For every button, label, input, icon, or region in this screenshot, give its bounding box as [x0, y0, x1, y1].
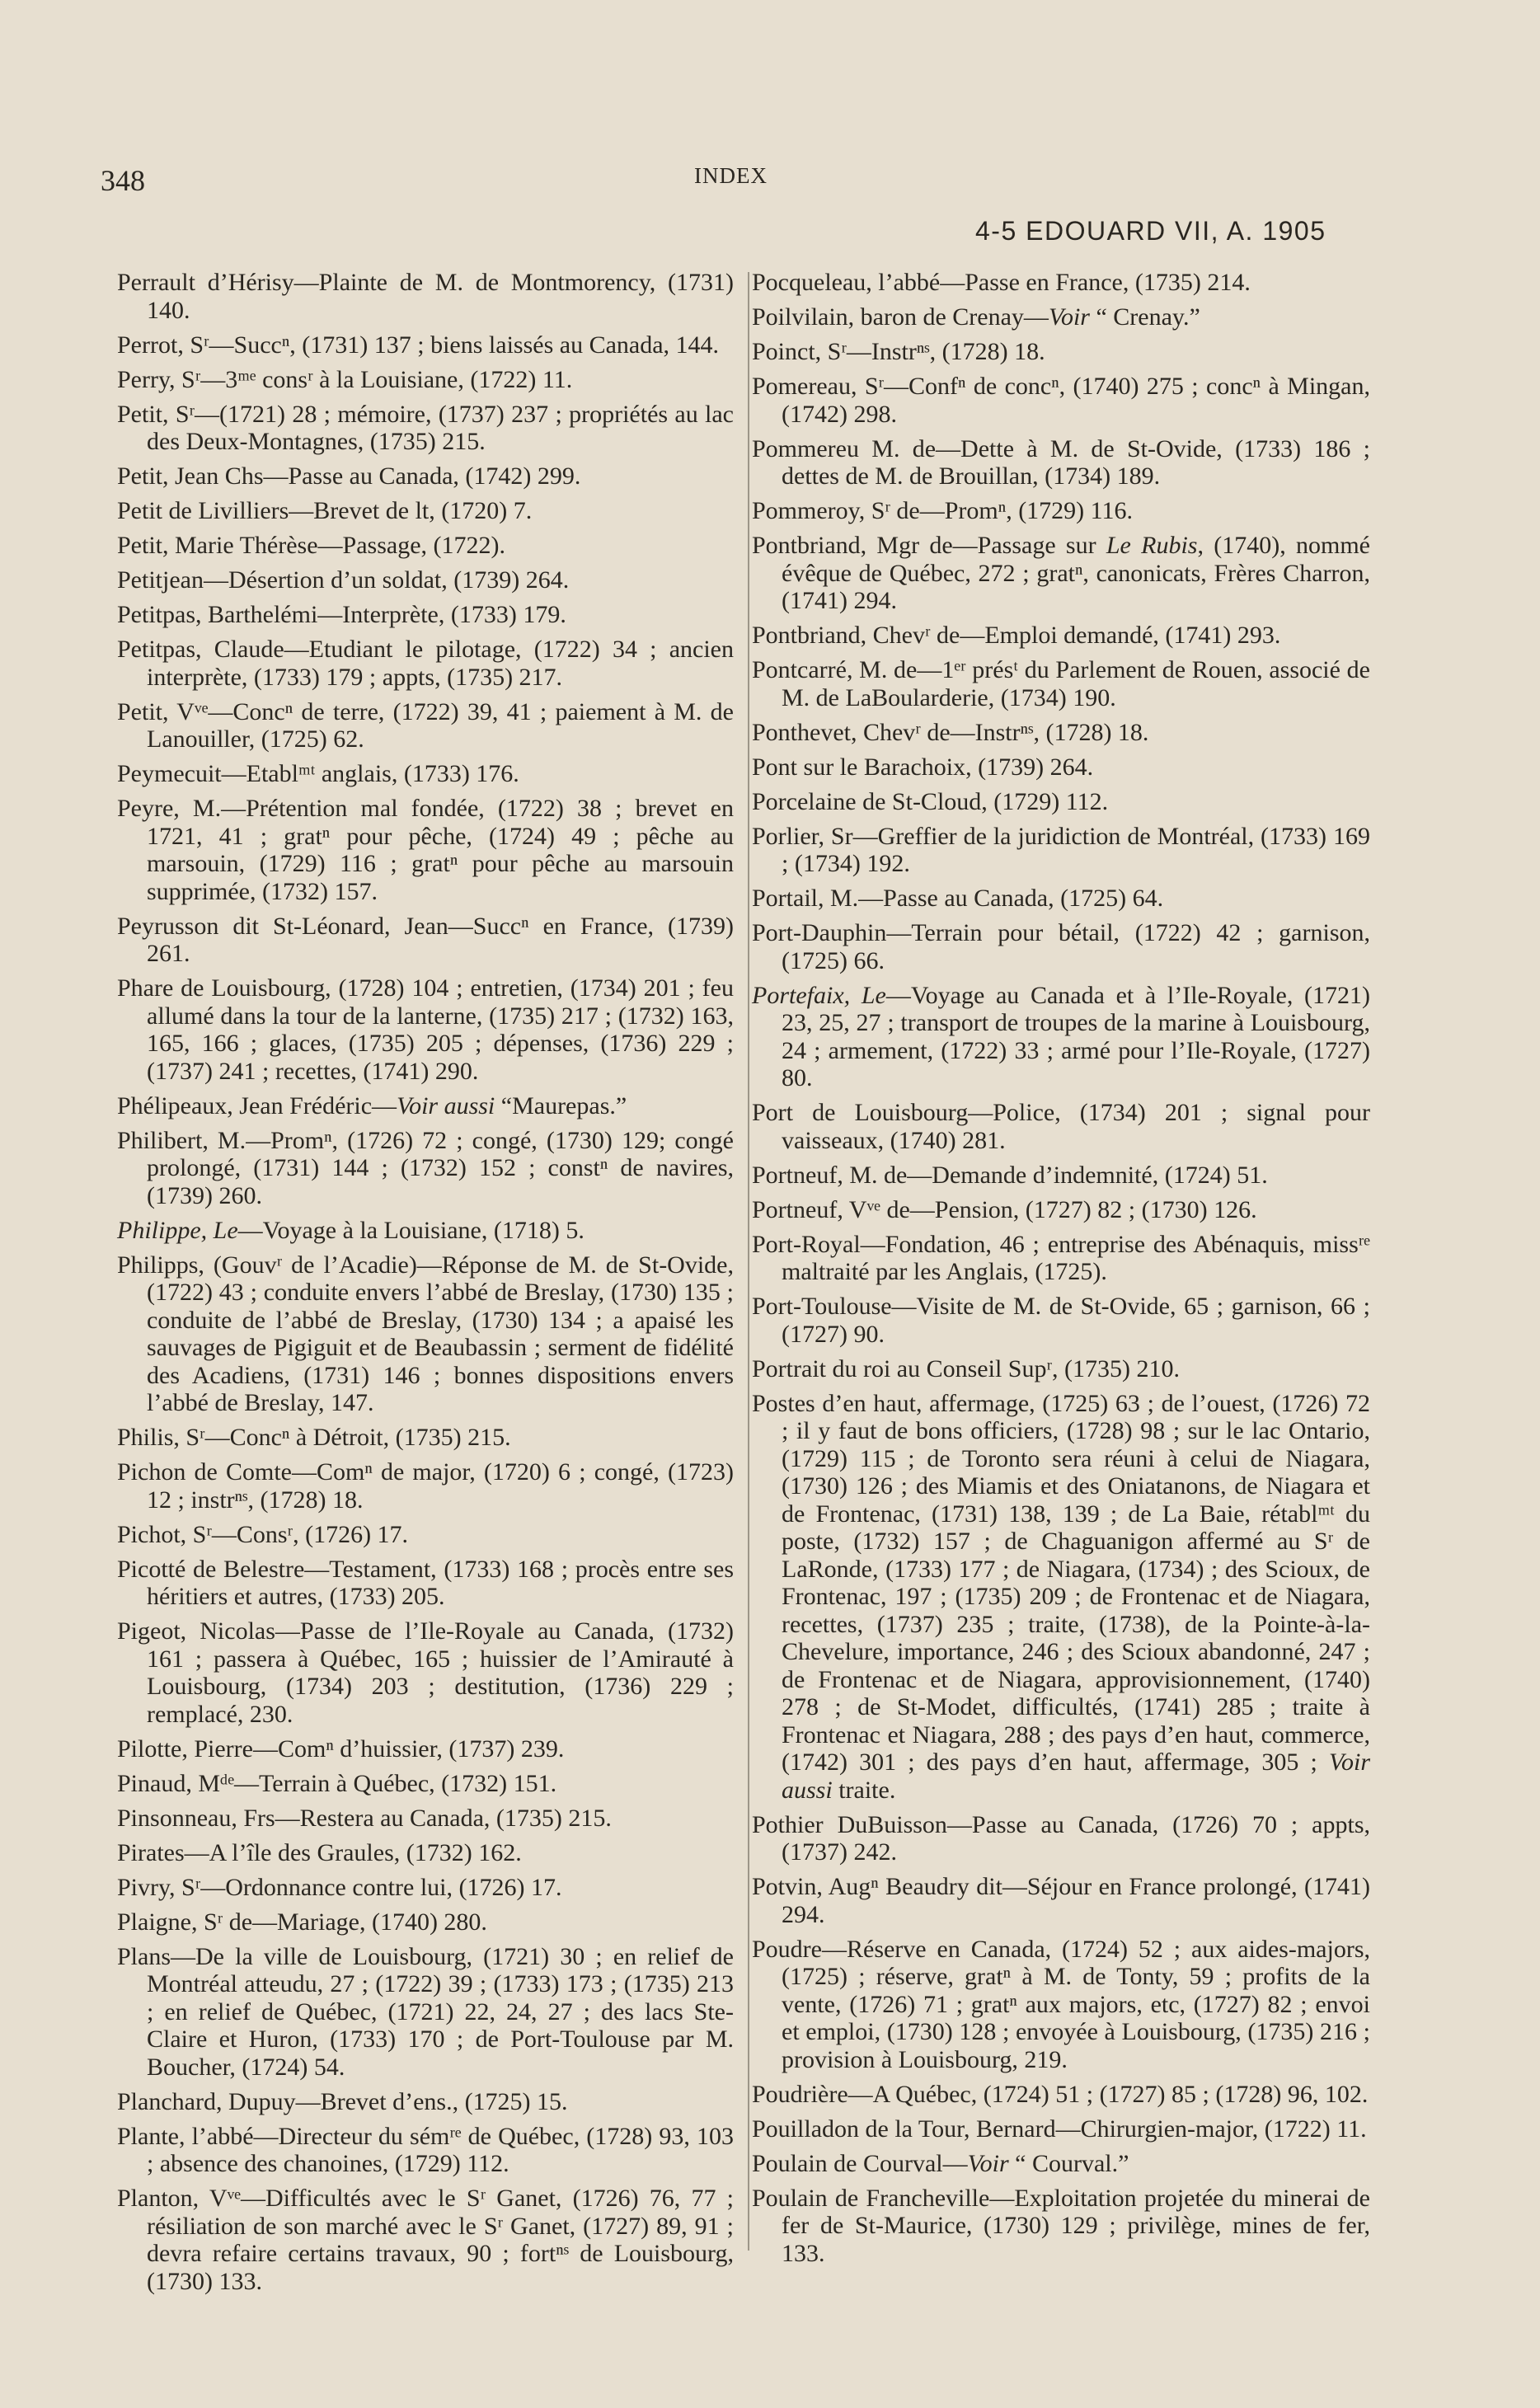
index-entry	[752, 1810, 1377, 1866]
index-entry-text: Petit, Jean Chs—Passe au Canada, (1742) 299.	[117, 462, 581, 490]
index-entry-italic-text: Portefaix, Le	[752, 981, 886, 1009]
index-entry-text: Pommeroy, Sʳ de—Promⁿ, (1729) 116.	[752, 497, 1134, 524]
index-entry-text: Peyrusson dit St-Léonard, Jean—Succⁿ en France, (1739) 261.	[117, 912, 740, 967]
page-number: 348	[101, 164, 145, 197]
index-entry	[752, 1873, 1377, 1928]
index-entry	[117, 795, 740, 905]
index-entry-text: traite.	[832, 1776, 896, 1804]
index-entry-text: Pirates—A l’île des Graules, (1732) 162.	[117, 1838, 522, 1866]
index-entry	[117, 974, 740, 1085]
index-entry-text: Peymecuit—Etablᵐᵗ anglais, (1733) 176.	[117, 760, 519, 787]
index-entry	[117, 697, 740, 753]
right-column	[752, 269, 1377, 2274]
index-entry-text: Portneuf, M. de—Demande d’indemnité, (1724) 51.	[752, 1161, 1268, 1189]
index-entry-text: Poilvilain, baron de Crenay—	[752, 303, 1049, 331]
index-entry-text: Planchard, Dupuy—Brevet d’ens., (1725) 15.	[117, 2087, 568, 2115]
index-entry-text: Petitpas, Claude—Etudiant le pilotage, (1722) 34 ; ancien interprète, (1733) 179 ; appts, (1735) 217.	[117, 636, 740, 691]
index-entry	[752, 1099, 1377, 1154]
index-entry-text: Port-Toulouse—Visite de M. de St-Ovide, 65 ; garnison, 66 ; (1727) 90.	[752, 1293, 1377, 1348]
index-entry-text: Pivry, Sʳ—Ordonnance contre lui, (1726) 17.	[117, 1873, 562, 1901]
index-entry	[752, 434, 1377, 491]
index-entry	[117, 1092, 734, 1120]
index-entry	[752, 1389, 1377, 1805]
index-entry	[752, 1293, 1377, 1348]
index-entry	[117, 1942, 740, 2082]
index-entry-text: Planton, Vᵛᵉ—Difficultés avec le Sʳ Ganet, (1726) 76, 77 ; résiliation de son marché avec le Sʳ Ganet, (1727) 89, 91 ; devra refaire certains travaux, 90 ; fortⁿˢ de Louisbourg, (1730) 133.	[117, 2185, 740, 2295]
index-entry-text: Plante, l’abbé—Directeur du sémʳᵉ de Québec, (1728) 93, 103 ; absence des chanoines, (1729) 112.	[117, 2122, 740, 2177]
index-entry-text: Porcelaine de St-Cloud, (1729) 112.	[752, 787, 1109, 815]
index-entry-text: Pichot, Sʳ—Consʳ, (1726) 17.	[117, 1520, 409, 1548]
index-entry-text: Ponthevet, Chevʳ de—Instrⁿˢ, (1728) 18.	[752, 718, 1149, 746]
index-entry-text: Phélipeaux, Jean Frédéric—	[117, 1091, 397, 1120]
index-entry	[752, 303, 1370, 331]
index-entry	[117, 2185, 740, 2295]
index-entry-text: Perrot, Sʳ—Succⁿ, (1731) 137 ; biens laissés au Canada, 144.	[117, 331, 720, 359]
index-entry-italic-text: Voir aussi	[397, 1091, 495, 1120]
index-entry	[752, 1196, 1370, 1224]
index-entry	[752, 622, 1370, 650]
index-entry-text: Pouilladon de la Tour, Bernard—Chirurgien-major, (1722) 11.	[752, 2115, 1367, 2143]
index-entry-text: Petit, Sʳ—(1721) 28 ; mémoire, (1737) 237 ; propriétés au lac des Deux-Montagnes, (1735) 215.	[117, 400, 740, 455]
index-entry	[117, 331, 734, 359]
index-entry	[752, 885, 1370, 913]
index-entry-text: Postes d’en haut, affermage, (1725) 63 ; de l’ouest, (1726) 72 ; il y faut de bons officiers, (1728) 98 ; sur le lac Ontario, (1729) 115 ; de Toronto sera réuni à celui de Niagara, (1730) 126 ; des Miamis et des Oniatanons, de Niagara et de Frontenac, (1731) 138, 139 ; de La Baie, rétablᵐᵗ du poste, (1732) 157 ; de Chaguanigon affermé au Sʳ de LaRonde, (1733) 177 ; de Niagara, (1734) ; des Scioux, de Frontenac, 197 ; (1735) 209 ; de Frontenac et de Niagara, recettes, (1737) 235 ; traite, (1738), de la Pointe-à-la-Chevelure, importance, 246 ; des Scioux abandonné, 247 ; de Frontenac et de Niagara, approvisionnement, (1740) 278 ; de St-Modet, difficultés, (1741) 285 ; traite à Frontenac et Niagara, 288 ; des pays d’en haut, commerce, (1742) 301 ; des pays d’en haut, affermage, 305 ;	[752, 1389, 1377, 1776]
index-entry	[117, 1839, 734, 1867]
index-entry-text: Port-Royal—Fondation, 46 ; entreprise des Abénaquis, missʳᵉ maltraité par les Anglais, (1725).	[752, 1230, 1377, 1285]
index-entry	[117, 532, 734, 560]
index-entry	[117, 2088, 734, 2116]
index-entry-text: Poudre—Réserve en Canada, (1724) 52 ; aux aides-majors, (1725) ; réserve, gratⁿ à M. de Tonty, 59 ; profits de la vente, (1726) 71 ; gratⁿ aux majors, etc, (1727) 82 ; envoi et emploi, (1730) 128 ; envoyée à Louisbourg, (1735) 216 ; provision à Louisbourg, 219.	[752, 1935, 1377, 2073]
index-entry	[752, 822, 1377, 878]
index-entry-text: —Voyage à la Louisiane, (1718) 5.	[237, 1216, 585, 1244]
index-entry-text: Perry, Sʳ—3ᵐᵉ consʳ à la Louisiane, (1722) 11.	[117, 365, 573, 393]
index-entry-text: Philis, Sʳ—Concⁿ à Détroit, (1735) 215.	[117, 1424, 511, 1451]
index-entry	[752, 753, 1370, 782]
index-entry-text: Plaigne, Sʳ de—Mariage, (1740) 280.	[117, 1908, 487, 1936]
index-entry-text: Petitpas, Barthelémi—Interprète, (1733) 179.	[117, 601, 566, 628]
index-entry	[752, 656, 1377, 711]
index-entry-text: “ Courval.”	[1008, 2149, 1129, 2177]
volume-reference: 4-5 EDOUARD VII, A. 1905	[975, 216, 1326, 246]
index-entry	[117, 1735, 734, 1763]
index-entry-text: “ Crenay.”	[1089, 303, 1200, 331]
index-entry	[117, 497, 734, 525]
index-entry	[752, 338, 1370, 366]
index-entry-text: Petit, Vᵛᵉ—Concⁿ de terre, (1722) 39, 41 ; paiement à M. de Lanouiller, (1725) 62.	[117, 697, 740, 753]
index-entry	[117, 400, 740, 456]
index-entry-text: Pontbriand, Chevʳ de—Emploi demandé, (1741) 293.	[752, 622, 1281, 649]
index-entry	[752, 788, 1370, 816]
index-entry	[117, 1770, 734, 1798]
index-entry-text: Poudrière—A Québec, (1724) 51 ; (1727) 85 ; (1728) 96, 102.	[752, 2080, 1369, 2108]
index-entry-text: Pothier DuBuisson—Passe au Canada, (1726) 70 ; appts, (1737) 242.	[752, 1810, 1377, 1866]
index-entry	[117, 601, 734, 629]
index-entry-text: Petit, Marie Thérèse—Passage, (1722).	[117, 532, 505, 559]
index-entry-italic-text: Voir aussi	[782, 1748, 1377, 1804]
index-entry-text: Poinct, Sʳ—Instrⁿˢ, (1728) 18.	[752, 338, 1045, 365]
index-entry	[117, 1458, 740, 1514]
index-entry	[117, 1874, 734, 1902]
index-entry	[117, 636, 740, 691]
index-entry-text: Pontbriand, Mgr de—Passage sur	[752, 532, 1106, 559]
index-entry	[117, 1521, 734, 1549]
index-entry	[117, 912, 740, 968]
index-entry	[752, 269, 1370, 297]
index-entry-text: Pont sur le Barachoix, (1739) 264.	[752, 753, 1094, 781]
index-entry-text: Pocqueleau, l’abbé—Passe en France, (1735) 214.	[752, 269, 1251, 296]
running-title: INDEX	[694, 163, 768, 188]
index-entry-text: Portail, M.—Passe au Canada, (1725) 64.	[752, 885, 1164, 912]
index-entry-text: Perrault d’Hérisy—Plainte de M. de Montmorency, (1731) 140.	[117, 269, 740, 324]
index-entry	[117, 269, 740, 324]
index-entry-text: Petitjean—Désertion d’un soldat, (1739) 264.	[117, 566, 570, 594]
index-entry	[752, 373, 1377, 428]
index-entry	[752, 2081, 1370, 2109]
index-entry	[752, 1230, 1377, 1286]
index-entry-text: Philipps, (Gouvʳ de l’Acadie)—Réponse de M. de St-Ovide, (1722) 43 ; conduite envers l’abbé de Breslay, (1730) 135 ; conduite de l’abbé de Breslay, (1730) 134 ; a apaisé les sauvages de Pigiguit et de Beaubassin ; serment de fidélité des Acadiens, (1731) 146 ; bonnes dispositions envers l’abbé de Breslay, 147.	[117, 1251, 740, 1416]
index-entry-text: Poulain de Francheville—Exploitation projetée du minerai de fer de St-Maurice, (1730) 129 ; privilège, mines de fer, 133.	[752, 2184, 1377, 2267]
index-entry	[752, 919, 1377, 974]
index-entry	[752, 1162, 1370, 1190]
index-entry-text: Picotté de Belestre—Testament, (1733) 168 ; procès entre ses héritiers et autres, (1733) 205.	[117, 1555, 740, 1610]
index-entry-text: Porlier, Sr—Greffier de la juridiction de Montréal, (1733) 169 ; (1734) 192.	[752, 822, 1377, 877]
index-entry-text: Philibert, M.—Promⁿ, (1726) 72 ; congé, (1730) 129; congé prolongé, (1731) 144 ; (1732) 152 ; constⁿ de navires, (1739) 260.	[117, 1126, 740, 1209]
index-entry-text: Pigeot, Nicolas—Passe de l’Ile-Royale au Canada, (1732) 161 ; passera à Québec, 165 ; huissier de l’Amirauté à Louisbourg, (1734) 203 ; destitution, (1736) 229 ; remplacé, 230.	[117, 1617, 740, 1728]
index-entry-italic-text: Voir	[967, 2149, 1009, 2177]
index-entry	[752, 497, 1370, 525]
index-entry	[117, 366, 734, 394]
index-entry	[752, 2115, 1370, 2143]
index-entry	[752, 981, 1377, 1092]
index-entry	[117, 1251, 740, 1417]
index-entry-italic-text: Philippe, Le	[117, 1216, 238, 1244]
index-entry	[117, 2122, 740, 2178]
index-entry-text: Phare de Louisbourg, (1728) 104 ; entretien, (1734) 201 ; feu allumé dans la tour de la lanterne, (1735) 217 ; (1732) 163, 165, 166 ; glaces, (1735) 205 ; dépenses, (1736) 229 ; (1737) 241 ; recettes, (1741) 290.	[117, 974, 740, 1085]
index-entry	[117, 462, 734, 491]
index-entry-text: Pontcarré, M. de—1ᵉʳ présᵗ du Parlement de Rouen, associé de M. de LaBoularderie, (1734) 190.	[752, 656, 1377, 711]
index-entry-text: Peyre, M.—Prétention mal fondée, (1722) 38 ; brevet en 1721, 41 ; gratⁿ pour pêche, (1724) 49 ; pêche au marsouin, (1729) 116 ; gratⁿ pour pêche au marsouin supprimée, (1732) 157.	[117, 795, 740, 905]
index-entry-text: Plans—De la ville de Louisbourg, (1721) 30 ; en relief de Montréal atteudu, 27 ; (1722) 39 ; (1733) 173 ; (1735) 213 ; en relief de Québec, (1721) 22, 24, 27 ; des lacs Ste-Claire et Huron, (1733) 170 ; de Port-Toulouse par M. Boucher, (1724) 54.	[117, 1942, 740, 2081]
index-entry	[117, 1217, 734, 1245]
index-entry-italic-text: Le Rubis	[1106, 532, 1198, 559]
index-entry-text: Port-Dauphin—Terrain pour bétail, (1722) 42 ; garnison, (1725) 66.	[752, 919, 1377, 974]
index-entry-text: Poulain de Courval—	[752, 2149, 968, 2177]
index-entry-text: Pilotte, Pierre—Comⁿ d’huissier, (1737) 239.	[117, 1734, 565, 1763]
index-entry	[117, 1805, 734, 1833]
left-column	[117, 269, 740, 2302]
index-entry-text: , (1740), nommé évêque de Québec, 272 ; gratⁿ, canonicats, Frères Charron, (1741) 294.	[782, 532, 1377, 614]
index-entry	[117, 1908, 734, 1936]
index-entry	[117, 1555, 740, 1611]
index-entry-text: Pinsonneau, Frs—Restera au Canada, (1735) 215.	[117, 1804, 612, 1832]
index-entry-text: Pomereau, Sʳ—Confⁿ de concⁿ, (1740) 275 ; concⁿ à Mingan, (1742) 298.	[752, 373, 1377, 428]
index-entry-text: Pinaud, Mᵈᵉ—Terrain à Québec, (1732) 151.	[117, 1769, 557, 1797]
index-entry	[752, 2150, 1370, 2178]
index-entry	[752, 532, 1377, 615]
index-entry-text: “Maurepas.”	[495, 1091, 627, 1120]
index-entry-text: Portneuf, Vᵛᵉ de—Pension, (1727) 82 ; (1730) 126.	[752, 1195, 1257, 1223]
index-entry-text: Portrait du roi au Conseil Supʳ, (1735) 210.	[752, 1354, 1180, 1382]
index-entry-text: Pommereu M. de—Dette à M. de St-Ovide, (1733) 186 ; dettes de M. de Brouillan, (1734) 189.	[752, 434, 1377, 490]
column-divider	[748, 272, 749, 2251]
index-entry-italic-text: Voir	[1048, 303, 1090, 331]
index-entry	[117, 1126, 740, 1210]
index-entry	[752, 2184, 1377, 2268]
index-entry-text: Petit de Livilliers—Brevet de lt, (1720) 7.	[117, 497, 533, 524]
index-entry-text: —Voyage au Canada et à l’Ile-Royale, (1721) 23, 25, 27 ; transport de troupes de la marine à Louisbourg, 24 ; armement, (1722) 33 ; armé pour l’Ile-Royale, (1727) 80.	[782, 981, 1377, 1091]
index-entry	[752, 1935, 1377, 2074]
index-entry	[117, 566, 734, 594]
index-entry-text: Port de Louisbourg—Police, (1734) 201 ; signal pour vaisseaux, (1740) 281.	[752, 1099, 1377, 1154]
index-entry	[752, 1355, 1370, 1383]
index-entry	[117, 1617, 740, 1728]
index-entry	[117, 760, 734, 788]
index-entry-text: Potvin, Augⁿ Beaudry dit—Séjour en France prolongé, (1741) 294.	[752, 1873, 1377, 1928]
index-entry-text: Pichon de Comte—Comⁿ de major, (1720) 6 ; congé, (1723) 12 ; instrⁿˢ, (1728) 18.	[117, 1458, 740, 1514]
index-entry	[752, 719, 1370, 747]
index-entry	[117, 1424, 734, 1452]
